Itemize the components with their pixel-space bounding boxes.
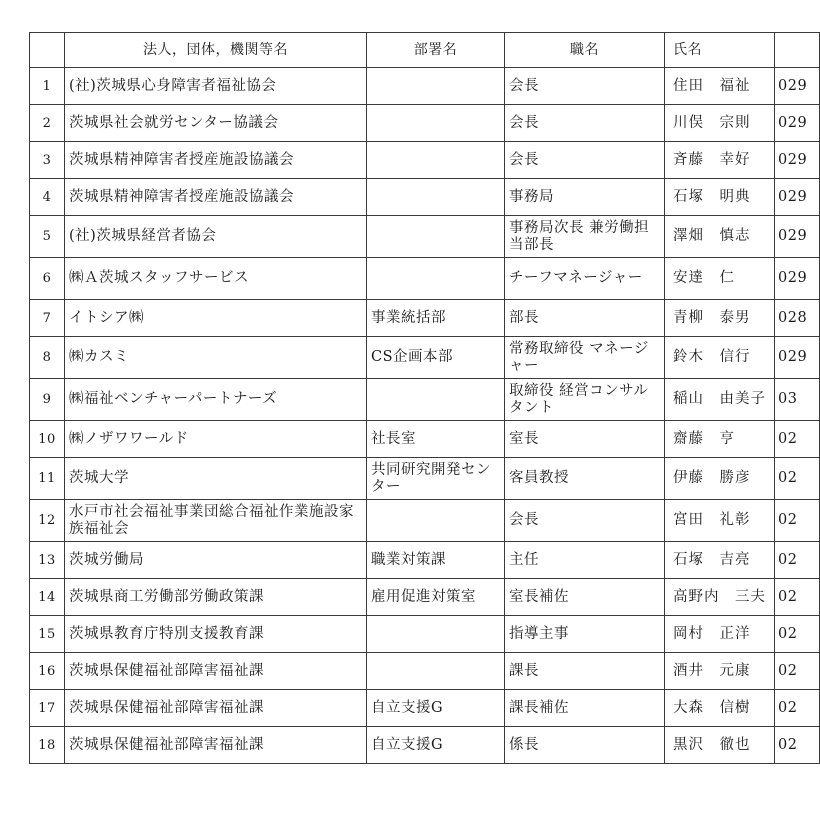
row-position: 係長 [505,727,665,764]
row-organization: ㈱福祉ベンチャーパートナーズ [65,379,367,421]
row-name: 石塚 明典 [665,179,775,216]
table-row [30,379,820,421]
row-department: 共同研究開発センター [367,458,505,500]
row-number: 15 [30,616,65,653]
table-row [30,579,820,616]
row-organization: 茨城県社会就労センター協議会 [65,105,367,142]
row-organization: 茨城県保健福祉部障害福祉課 [65,690,367,727]
row-department [367,258,505,300]
row-position: 課長 [505,653,665,690]
row-position: 会長 [505,142,665,179]
row-phone: 029 [775,68,820,105]
row-position: 室長補佐 [505,579,665,616]
row-name: 岡村 正洋 [665,616,775,653]
row-number: 16 [30,653,65,690]
row-phone: 02 [775,690,820,727]
row-organization: (社)茨城県経営者協会 [65,216,367,258]
row-name: 黒沢 徹也 [665,727,775,764]
row-position: 事務局次長 兼労働担当部長 [505,216,665,258]
row-number: 12 [30,500,65,542]
row-position: 会長 [505,500,665,542]
table-row [30,500,820,542]
row-number: 13 [30,542,65,579]
table-row [30,337,820,379]
row-phone: 02 [775,542,820,579]
row-department: 事業統括部 [367,300,505,337]
row-organization: 茨城県商工労働部労働政策課 [65,579,367,616]
row-organization: (社)茨城県心身障害者福祉協会 [65,68,367,105]
table-row [30,421,820,458]
row-phone: 02 [775,616,820,653]
row-phone: 02 [775,579,820,616]
row-phone: 029 [775,105,820,142]
row-phone: 029 [775,216,820,258]
row-department [367,68,505,105]
row-number: 11 [30,458,65,500]
row-phone: 029 [775,142,820,179]
row-organization: ㈱カスミ [65,337,367,379]
row-number: 7 [30,300,65,337]
table-row [30,458,820,500]
row-department: 自立支援G [367,727,505,764]
row-name: 川俣 宗則 [665,105,775,142]
row-department: 自立支援G [367,690,505,727]
row-position: 会長 [505,68,665,105]
header-name: 氏名 [665,33,775,68]
row-department [367,616,505,653]
row-name: 安達 仁 [665,258,775,300]
row-organization: 水戸市社会福祉事業団総合福祉作業施設家族福祉会 [65,500,367,542]
row-organization: 茨城県保健福祉部障害福祉課 [65,727,367,764]
row-position: 主任 [505,542,665,579]
row-organization: 茨城大学 [65,458,367,500]
header-department: 部署名 [367,33,505,68]
row-department [367,179,505,216]
row-number: 6 [30,258,65,300]
row-phone: 02 [775,727,820,764]
row-name: 石塚 吉亮 [665,542,775,579]
row-position: 指導主事 [505,616,665,653]
row-name: 宮田 礼彰 [665,500,775,542]
table-row [30,690,820,727]
row-position: 取締役 経営コンサルタント [505,379,665,421]
table-row [30,653,820,690]
row-organization: 茨城県精神障害者授産施設協議会 [65,179,367,216]
row-phone: 03 [775,379,820,421]
table-row [30,179,820,216]
row-name: 伊藤 勝彦 [665,458,775,500]
row-name: 稲山 由美子 [665,379,775,421]
table-row [30,105,820,142]
table-row [30,68,820,105]
row-position: 部長 [505,300,665,337]
member-roster-table [29,32,820,764]
row-position: 常務取締役 マネージャー [505,337,665,379]
row-name: 酒井 元康 [665,653,775,690]
row-name: 住田 福祉 [665,68,775,105]
row-number: 1 [30,68,65,105]
row-phone: 029 [775,337,820,379]
row-department: 雇用促進対策室 [367,579,505,616]
row-phone: 028 [775,300,820,337]
row-department: CS企画本部 [367,337,505,379]
row-organization: 茨城県教育庁特別支援教育課 [65,616,367,653]
row-name: 澤畑 慎志 [665,216,775,258]
table-row [30,258,820,300]
table-row [30,300,820,337]
row-department [367,142,505,179]
table-row [30,542,820,579]
row-phone: 029 [775,258,820,300]
table-row [30,616,820,653]
row-number: 4 [30,179,65,216]
row-organization: ㈱Ａ茨城スタッフサービス [65,258,367,300]
row-department [367,500,505,542]
row-number: 8 [30,337,65,379]
row-phone: 02 [775,421,820,458]
row-organization: 茨城県精神障害者授産施設協議会 [65,142,367,179]
row-name: 斉藤 幸好 [665,142,775,179]
row-name: 齋藤 亨 [665,421,775,458]
row-phone: 029 [775,179,820,216]
row-number: 10 [30,421,65,458]
row-position: 課長補佐 [505,690,665,727]
header-position: 職名 [505,33,665,68]
table-row [30,142,820,179]
row-phone: 02 [775,500,820,542]
row-organization: 茨城労働局 [65,542,367,579]
row-organization: 茨城県保健福祉部障害福祉課 [65,653,367,690]
row-phone: 02 [775,653,820,690]
row-name: 青柳 泰男 [665,300,775,337]
row-name: 高野内 三夫 [665,579,775,616]
row-department [367,216,505,258]
row-department [367,379,505,421]
row-position: 会長 [505,105,665,142]
row-number: 2 [30,105,65,142]
row-department: 社長室 [367,421,505,458]
row-number: 3 [30,142,65,179]
row-organization: イトシア㈱ [65,300,367,337]
row-position: 室長 [505,421,665,458]
row-organization: ㈱ノザワワールド [65,421,367,458]
row-number: 14 [30,579,65,616]
header-phone [775,33,820,68]
row-position: 事務局 [505,179,665,216]
row-name: 鈴木 信行 [665,337,775,379]
row-position: チーフマネージャー [505,258,665,300]
row-phone: 02 [775,458,820,500]
row-department [367,653,505,690]
row-number: 17 [30,690,65,727]
row-number: 5 [30,216,65,258]
header-row [30,33,820,68]
table-row [30,216,820,258]
row-number: 9 [30,379,65,421]
header-organization: 法人，団体，機関等名 [65,33,367,68]
row-department [367,105,505,142]
row-name: 大森 信樹 [665,690,775,727]
row-position: 客員教授 [505,458,665,500]
header-number [30,33,65,68]
row-number: 18 [30,727,65,764]
table-row [30,727,820,764]
row-department: 職業対策課 [367,542,505,579]
